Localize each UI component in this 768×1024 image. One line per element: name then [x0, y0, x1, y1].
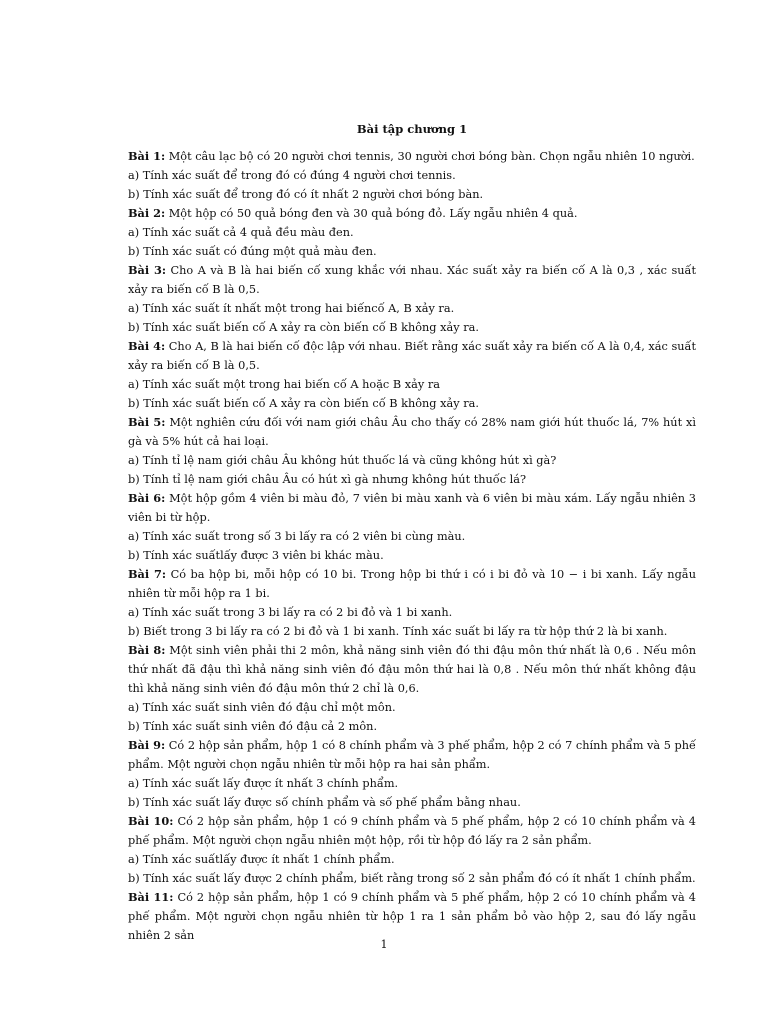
problem-text: Một câu lạc bộ có 20 người chơi tennis, 30 người chơi bóng bàn. Chọn ngẫu nhiên 10 người. [165, 150, 695, 163]
problem-statement [128, 147, 696, 166]
problem-part-b: b) Biết trong 3 bi lấy ra có 2 bi đỏ và 1 bi xanh. Tính xác suất bi lấy ra từ hộp thứ 2 là bi xanh. [128, 625, 668, 638]
problem-part-a: a) Tính xác suất ít nhất một trong hai biếncố A, B xảy ra. [128, 302, 455, 315]
problem-part-b: b) Tính xác suất sinh viên đó đậu cả 2 môn. [128, 720, 378, 733]
problem-part-a: a) Tính xác suất sinh viên đó đậu chỉ một môn. [128, 701, 396, 714]
problem-label: Bài 3: [128, 263, 167, 277]
problem-label: Bài 8: [128, 643, 166, 657]
problem-label: Bài 11: [128, 890, 174, 904]
problem-text: Có 2 hộp sản phẩm, hộp 1 có 9 chính phẩm và 5 phế phẩm, hộp 2 có 10 chính phẩm và 4 phế phẩm. Một người chọn ngẫu nhiên từ hộp 1 ra 1 sản phẩm bỏ vào hộp 2, sau đó lấy ngẫu nhiên 2 sản [128, 891, 696, 942]
problem-statement [128, 565, 696, 603]
problem-part-b: b) Tính xác suấtlấy được 3 viên bi khác màu. [128, 549, 384, 562]
problem-text: Cho A, B là hai biến cố độc lập với nhau. Biết rằng xác suất xảy ra biến cố A là 0,4, xác suất xảy ra biến cố B là 0,5. [128, 340, 696, 372]
problem-text: Một hộp gồm 4 viên bi màu đỏ, 7 viên bi màu xanh và 6 viên bi màu xám. Lấy ngẫu nhiên 3 viên bi từ hộp. [128, 492, 696, 524]
problem-part-b: b) Tính tỉ lệ nam giới châu Âu có hút xì gà nhưng không hút thuốc lá? [128, 473, 527, 486]
problem-part-a: a) Tính xác suất một trong hai biến cố A hoặc B xảy ra [128, 378, 440, 391]
problem-statement [128, 812, 696, 850]
problem-statement [128, 888, 696, 945]
problem-part-b: b) Tính xác suất để trong đó có ít nhất 2 người chơi bóng bàn. [128, 188, 484, 201]
problem-part-b: b) Tính xác suất lấy được 2 chính phẩm, biết rằng trong số 2 sản phẩm đó có ít nhất 1 chính phẩm. [128, 872, 696, 885]
problem-text: Một sinh viên phải thi 2 môn, khả năng sinh viên đó thi đậu môn thứ nhất là 0,6 . Nếu môn thứ nhất đã đậu thì khả năng sinh viên đó đậu môn thứ hai là 0,8 . Nếu môn thứ nhất không đậu thì khả năng sinh viên đó đậu môn thứ 2 chỉ là 0,6. [128, 644, 696, 695]
problem-part-a: a) Tính xác suất trong 3 bi lấy ra có 2 bi đỏ và 1 bi xanh. [128, 606, 453, 619]
document-title: Bài tập chương 1 [356, 122, 468, 136]
problem-text: Một nghiên cứu đối với nam giới châu Âu cho thấy có 28% nam giới hút thuốc lá, 7% hút xì gà và 5% hút cả hai loại. [128, 416, 696, 448]
problem-statement [128, 337, 696, 375]
problem-part-a: a) Tính xác suất trong số 3 bi lấy ra có 2 viên bi cùng màu. [128, 530, 466, 543]
problem-statement [128, 261, 696, 299]
problem-part-b: b) Tính xác suất biến cố A xảy ra còn biến cố B không xảy ra. [128, 321, 479, 334]
problem-list [128, 147, 696, 945]
problem-label: Bài 4: [128, 339, 166, 353]
problem-label: Bài 10: [128, 814, 174, 828]
problem-text: Một hộp có 50 quả bóng đen và 30 quả bóng đỏ. Lấy ngẫu nhiên 4 quả. [165, 207, 578, 220]
problem-part-a: a) Tính xác suất để trong đó có đúng 4 người chơi tennis. [128, 169, 456, 182]
problem-statement [128, 736, 696, 774]
problem-label: Bài 6: [128, 491, 166, 505]
problem-text: Cho A và B là hai biến cố xung khắc với nhau. Xác suất xảy ra biến cố A là 0,3 , xác suất xảy ra biến cố B là 0,5. [128, 264, 696, 296]
problem-statement [128, 641, 696, 698]
document-page [128, 121, 696, 945]
problem-statement [128, 413, 696, 451]
problem-label: Bài 7: [128, 567, 167, 581]
problem-part-a: a) Tính xác suất cả 4 quả đều màu đen. [128, 226, 354, 239]
problem-part-b: b) Tính xác suất có đúng một quả màu đen. [128, 245, 377, 258]
page-number: 1 [380, 938, 388, 951]
problem-label: Bài 1: [128, 149, 166, 163]
problem-part-a: a) Tính xác suấtlấy được ít nhất 1 chính phẩm. [128, 853, 395, 866]
problem-statement [128, 489, 696, 527]
problem-text: Có ba hộp bi, mỗi hộp có 10 bi. Trong hộp bi thứ i có i bi đỏ và 10 − i bi xanh. Lấy ngẫu nhiên từ mỗi hộp ra 1 bi. [128, 568, 697, 600]
problem-label: Bài 9: [128, 738, 166, 752]
problem-part-b: b) Tính xác suất lấy được số chính phẩm và số phế phẩm bằng nhau. [128, 796, 521, 809]
problem-text: Có 2 hộp sản phẩm, hộp 1 có 9 chính phẩm và 5 phế phẩm, hộp 2 có 10 chính phẩm và 4 phế phẩm. Một người chọn ngẫu nhiên một hộp, rồi từ hộp đó lấy ra 2 sản phẩm. [128, 815, 696, 847]
problem-label: Bài 2: [128, 206, 166, 220]
problem-text: Có 2 hộp sản phẩm, hộp 1 có 8 chính phẩm và 3 phế phẩm, hộp 2 có 7 chính phẩm và 5 phế phẩm. Một người chọn ngẫu nhiên từ mỗi hộp ra hai sản phẩm. [128, 739, 696, 771]
problem-part-a: a) Tính xác suất lấy được ít nhất 3 chính phẩm. [128, 777, 399, 790]
problem-label: Bài 5: [128, 415, 166, 429]
problem-part-b: b) Tính xác suất biến cố A xảy ra còn biến cố B không xảy ra. [128, 397, 479, 410]
problem-part-a: a) Tính tỉ lệ nam giới châu Âu không hút thuốc lá và cũng không hút xì gà? [128, 454, 557, 467]
problem-statement [128, 204, 696, 223]
